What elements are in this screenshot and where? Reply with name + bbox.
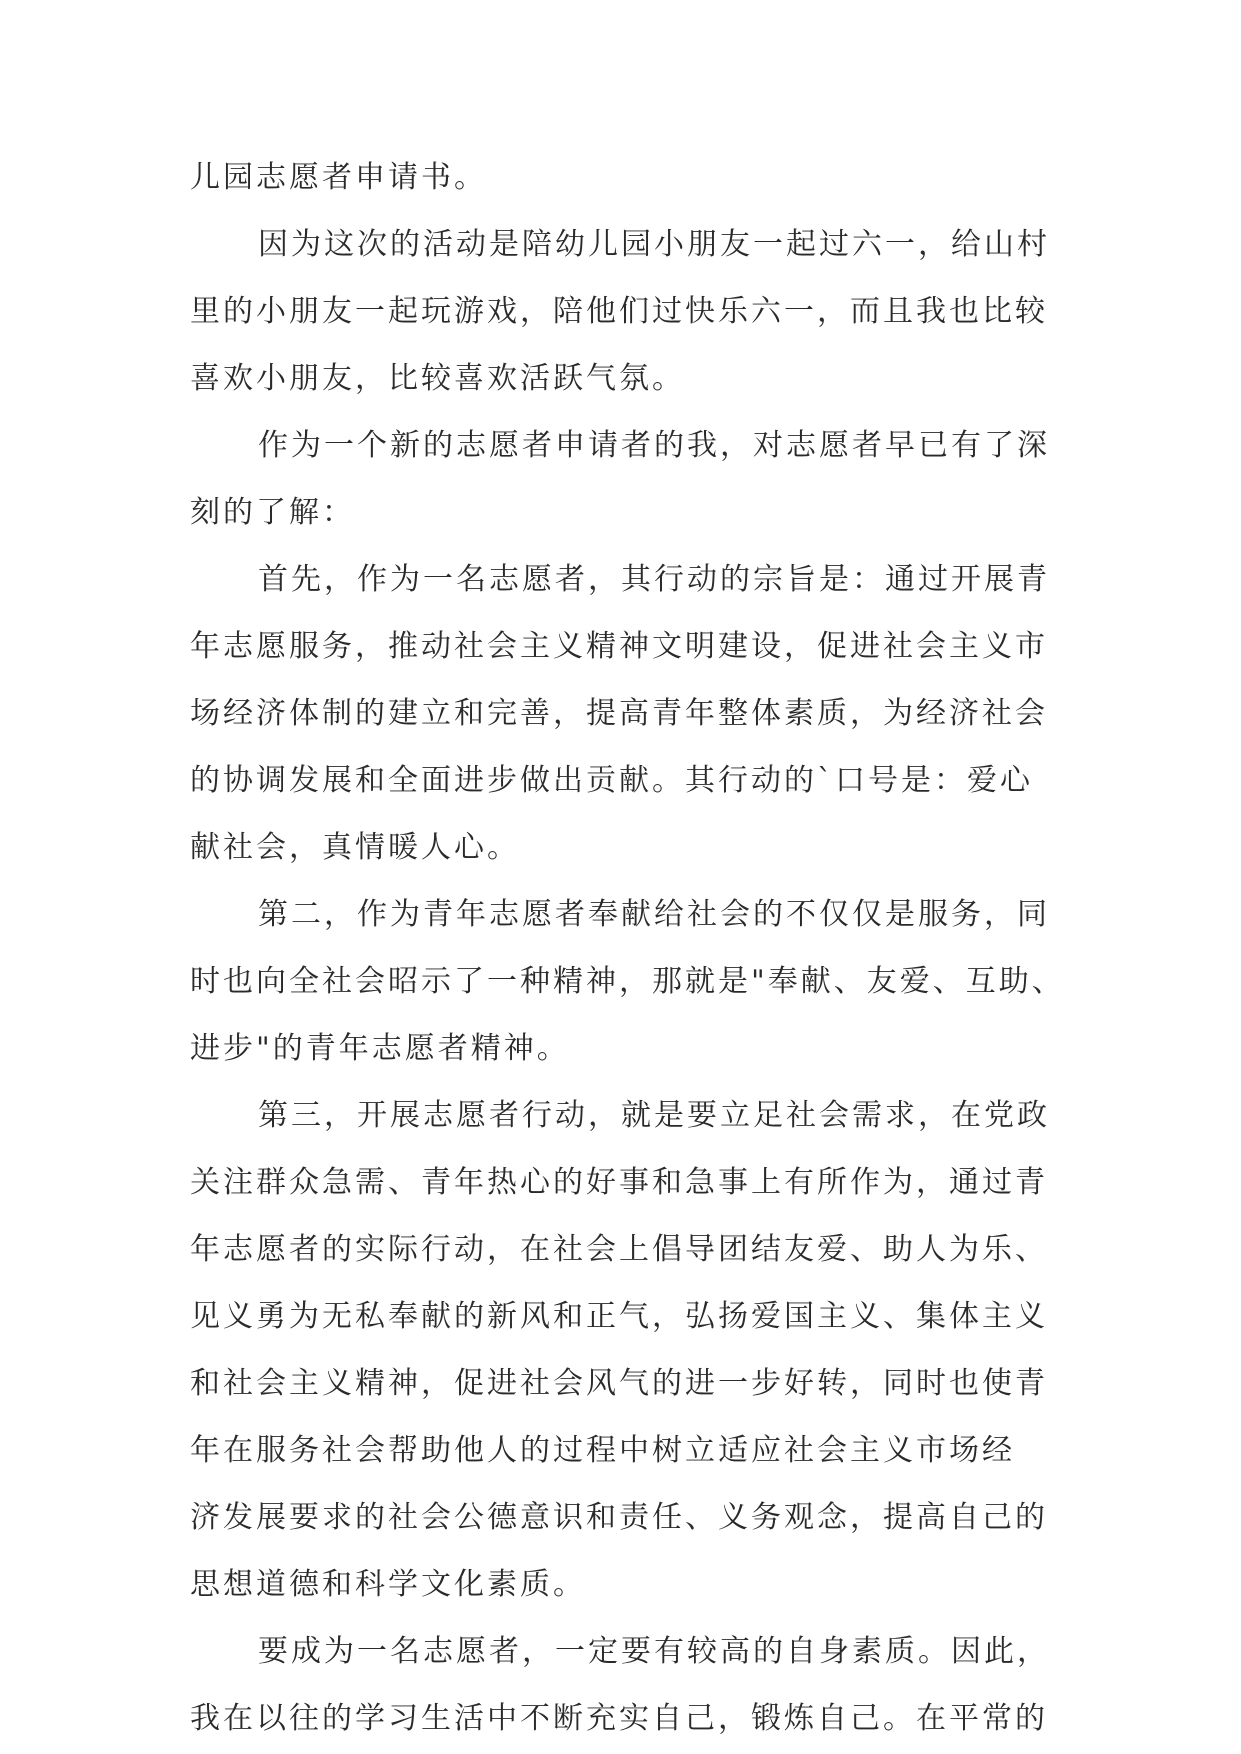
text-line: 儿园志愿者申请书。 [190, 160, 487, 195]
text-line: 喜欢小朋友，比较喜欢活跃气氛。 [190, 361, 685, 396]
text-line: 进步"的青年志愿者精神。 [190, 1031, 570, 1066]
text-line: 年志愿服务，推动社会主义精神文明建设，促进社会主义市 [190, 629, 1048, 664]
text-line: 第三，开展志愿者行动，就是要立足社会需求，在党政 [258, 1098, 1050, 1133]
text-line: 时也向全社会昭示了一种精神，那就是"奉献、友爱、互助、 [190, 964, 1065, 999]
document-body [190, 144, 1065, 1752]
text-line: 献社会，真情暖人心。 [190, 830, 520, 865]
text-line: 因为这次的活动是陪幼儿园小朋友一起过六一，给山村 [258, 227, 1050, 262]
text-line: 作为一个新的志愿者申请者的我，对志愿者早已有了深 [258, 428, 1050, 463]
text-line: 要成为一名志愿者，一定要有较高的自身素质。因此， [258, 1634, 1050, 1669]
text-line: 我在以往的学习生活中不断充实自己，锻炼自己。在平常的 [190, 1701, 1048, 1736]
text-line: 首先，作为一名志愿者，其行动的宗旨是：通过开展青 [258, 562, 1050, 597]
text-line: 关注群众急需、青年热心的好事和急事上有所作为，通过青 [190, 1165, 1048, 1200]
text-line: 的协调发展和全面进步做出贡献。其行动的`口号是：爱心 [190, 763, 1033, 798]
text-line: 里的小朋友一起玩游戏，陪他们过快乐六一，而且我也比较 [190, 294, 1048, 329]
text-line: 刻的了解： [190, 495, 355, 530]
text-line: 和社会主义精神，促进社会风气的进一步好转，同时也使青 [190, 1366, 1048, 1401]
text-line: 第二，作为青年志愿者奉献给社会的不仅仅是服务，同 [258, 897, 1050, 932]
text-line: 济发展要求的社会公德意识和责任、义务观念，提高自己的 [190, 1500, 1048, 1535]
text-line: 见义勇为无私奉献的新风和正气，弘扬爱国主义、集体主义 [190, 1299, 1048, 1334]
text-line: 年在服务社会帮助他人的过程中树立适应社会主义市场经 [190, 1433, 1015, 1468]
text-line: 场经济体制的建立和完善，提高青年整体素质，为经济社会 [190, 696, 1048, 731]
text-line: 年志愿者的实际行动，在社会上倡导团结友爱、助人为乐、 [190, 1232, 1048, 1267]
text-line: 思想道德和科学文化素质。 [190, 1567, 586, 1602]
